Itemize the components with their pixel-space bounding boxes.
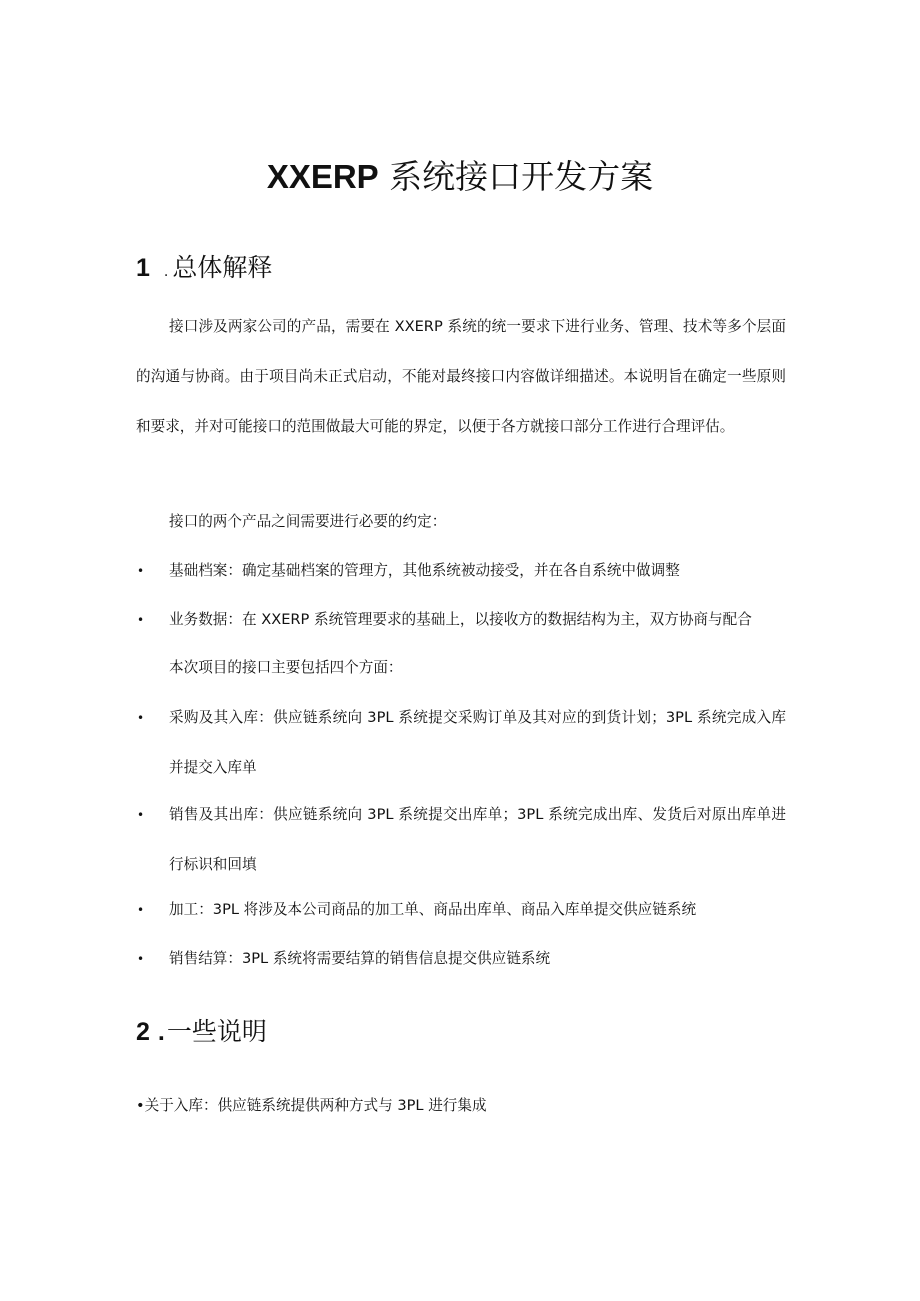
section-2-note-bullet: • [136,1097,145,1114]
agreement-item-1: 基础档案：确定基础档案的管理方，其他系统被动接受，并在各自系统中做调整 [169,562,680,579]
document-title-latin: XXERP [266,158,379,195]
bullet-marker: • [137,903,145,917]
section-2-dot: . [157,1018,165,1046]
section-1-paragraph-1: 接口涉及两家公司的产品，需要在 XXERP 系统的统一要求下进行业务、管理、技术等多个层面的沟通与协商。由于项目尚未正式启动，不能对最终接口内容做详细描述。本说明旨在确定一些原则和要求，并对可能接口的范围做最大可能的界定，以便于各方就接口部分工作进行合理评估。 [136,318,786,435]
section-1-paragraph-3: 本次项目的接口主要包括四个方面： [169,659,403,676]
bullet-marker: • [137,613,145,627]
aspect-item-1: 采购及其入库：供应链系统向 3PL 系统提交采购订单及其对应的到货计划；3PL 系统完成入库并提交入库单 [169,709,786,776]
aspect-item-2: 销售及其出库：供应链系统向 3PL 系统提交出库单；3PL 系统完成出库、发货后对原出库单进行标识和回填 [169,806,786,873]
aspect-item-4: 销售结算：3PL 系统将需要结算的销售信息提交供应链系统 [169,950,551,967]
agreement-item-2: 业务数据：在 XXERP 系统管理要求的基础上，以接收方的数据结构为主，双方协商与配合 [169,611,752,628]
section-2-note-text: 关于入库：供应链系统提供两种方式与 3PL 进行集成 [144,1097,487,1114]
bullet-marker: • [137,808,145,822]
bullet-marker: • [137,711,145,725]
bullet-marker: • [137,564,145,578]
aspect-item-3: 加工：3PL 将涉及本公司商品的加工单、商品出库单、商品入库单提交供应链系统 [169,901,697,918]
document-title [0,152,920,202]
section-2-number: 2 [136,1018,150,1046]
section-1-dot: . [163,264,169,280]
bullet-marker: • [137,952,145,966]
section-1-title: 总体解释 [172,253,273,282]
section-1-heading [136,250,272,290]
section-2-heading [136,1014,267,1050]
section-2-note [136,1092,487,1120]
section-2-title: 一些说明 [166,1017,267,1046]
section-1-number: 1 [136,254,150,282]
document-title-cjk: 系统接口开发方案 [378,157,654,196]
section-1-paragraph-2: 接口的两个产品之间需要进行必要的约定： [169,513,447,530]
